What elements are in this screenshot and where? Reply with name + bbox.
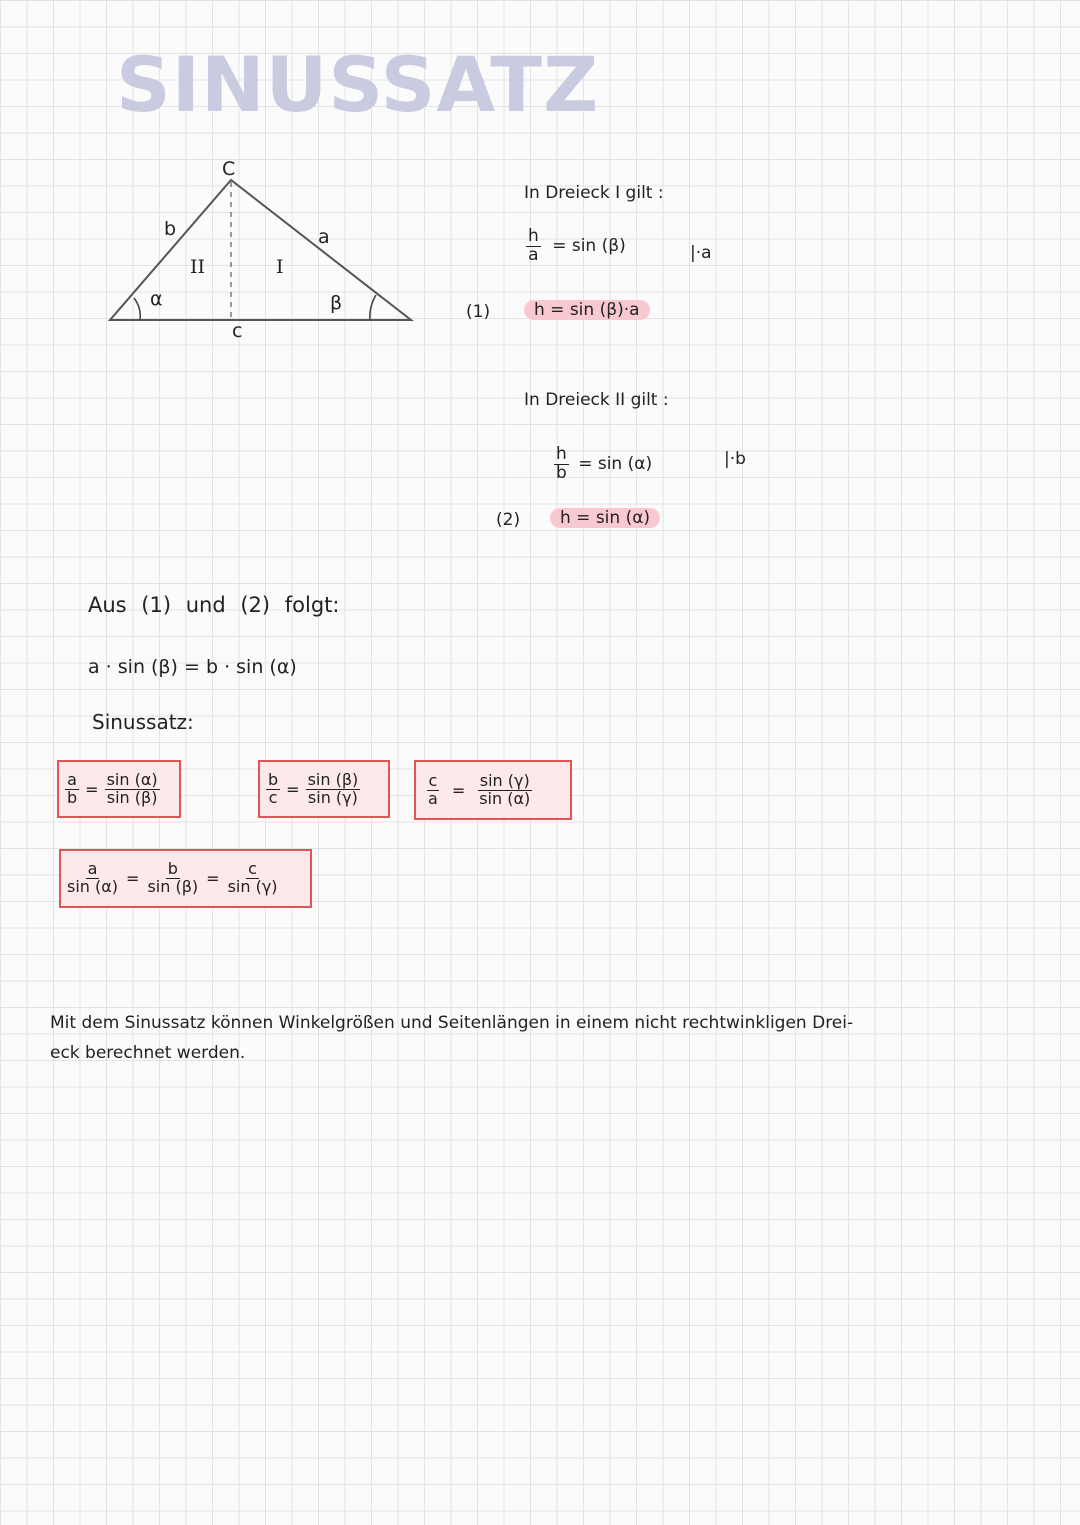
summary-line-1: Mit dem Sinussatz können Winkelgrößen und Seitenlängen in einem nicht rechtwinkligen Drei- (50, 1013, 854, 1033)
triangle-two-result: h = sin (α) (550, 508, 660, 528)
fraction-b-over-sin-beta (145, 861, 200, 896)
beta-arc (370, 295, 376, 320)
side-a-label: a (318, 226, 330, 248)
equals-sign: = (286, 779, 300, 799)
triangle-diagram (100, 160, 430, 350)
fraction-numerator: c (248, 859, 257, 879)
summary-line-2: eck berechnet werden. (50, 1043, 246, 1063)
fraction-denominator: sin (γ) (227, 877, 278, 896)
formula-box-c-a (414, 760, 572, 820)
fraction-denominator: b (67, 787, 78, 807)
fraction-numerator: h (528, 226, 539, 246)
conclusion-lead: Aus (1) und (2) folgt: (88, 593, 340, 617)
fraction-a-over-sin-alpha (65, 861, 120, 896)
fraction-b-over-c (266, 769, 280, 807)
equation-label-2: (2) (496, 510, 521, 530)
beta-label: β (330, 292, 343, 314)
formula-box-combined (59, 849, 312, 908)
fraction-c-over-sin-gamma (226, 861, 280, 896)
fraction-numerator: sin (γ) (479, 770, 530, 790)
triangle-one-heading: In Dreieck I gilt : (524, 183, 664, 203)
triangle-one-equation (526, 228, 626, 265)
fraction-numerator: sin (α) (106, 769, 158, 789)
fraction-sin-beta-over-sin-gamma (306, 769, 361, 807)
alpha-label: α (150, 288, 163, 310)
conclusion-equation: a · sin (β) = b · sin (α) (88, 656, 297, 678)
triangle-one-result: h = sin (β)·a (524, 300, 650, 320)
equals-sign: = (206, 869, 220, 888)
fraction-a-over-b (65, 769, 79, 807)
triangle-two-multiplier: |·b (724, 449, 746, 469)
fraction-denominator: c (268, 787, 278, 807)
fraction-denominator: sin (β) (147, 877, 199, 896)
h-over-a-fraction (526, 228, 541, 265)
fraction-numerator: a (87, 859, 98, 879)
alpha-arc (134, 298, 140, 320)
fraction-numerator: h (556, 444, 567, 464)
fraction-sin-alpha-over-sin-beta (105, 769, 160, 807)
equation-rhs: = sin (β) (552, 236, 626, 257)
fraction-denominator: a (428, 788, 438, 808)
fraction-numerator: a (67, 769, 77, 789)
equation-rhs: = sin (α) (578, 454, 653, 475)
h-over-b-fraction (554, 446, 569, 483)
formula-box-a-b (57, 760, 181, 818)
fraction-denominator: b (556, 462, 567, 483)
equation-label-1: (1) (466, 302, 491, 322)
region-one-label: I (276, 256, 284, 278)
triangle-one-multiplier: |·a (690, 243, 712, 263)
fraction-sin-gamma-over-sin-alpha (477, 770, 532, 808)
triangle-two-heading: In Dreieck II gilt : (524, 390, 669, 410)
fraction-c-over-a (426, 770, 440, 808)
fraction-denominator: sin (α) (479, 788, 531, 808)
page-title: SINUSSATZ (116, 40, 600, 129)
fraction-denominator: sin (γ) (307, 787, 358, 807)
triangle-two-equation (554, 446, 652, 483)
fraction-numerator: c (428, 770, 438, 790)
formula-box-b-c (258, 760, 390, 818)
fraction-denominator: sin (α) (67, 877, 119, 896)
fraction-numerator: b (167, 859, 178, 879)
equals-sign: = (451, 780, 466, 800)
fraction-denominator: sin (β) (106, 787, 158, 807)
side-b-label: b (164, 218, 177, 240)
side-c-label: c (232, 320, 243, 342)
region-two-label: II (190, 256, 206, 278)
vertex-c-label: C (222, 158, 236, 180)
fraction-numerator: sin (β) (307, 769, 359, 789)
equals-sign: = (126, 869, 140, 888)
sinussatz-label: Sinussatz: (92, 710, 194, 734)
fraction-denominator: a (528, 244, 539, 265)
fraction-numerator: b (268, 769, 279, 789)
equals-sign: = (85, 779, 99, 799)
